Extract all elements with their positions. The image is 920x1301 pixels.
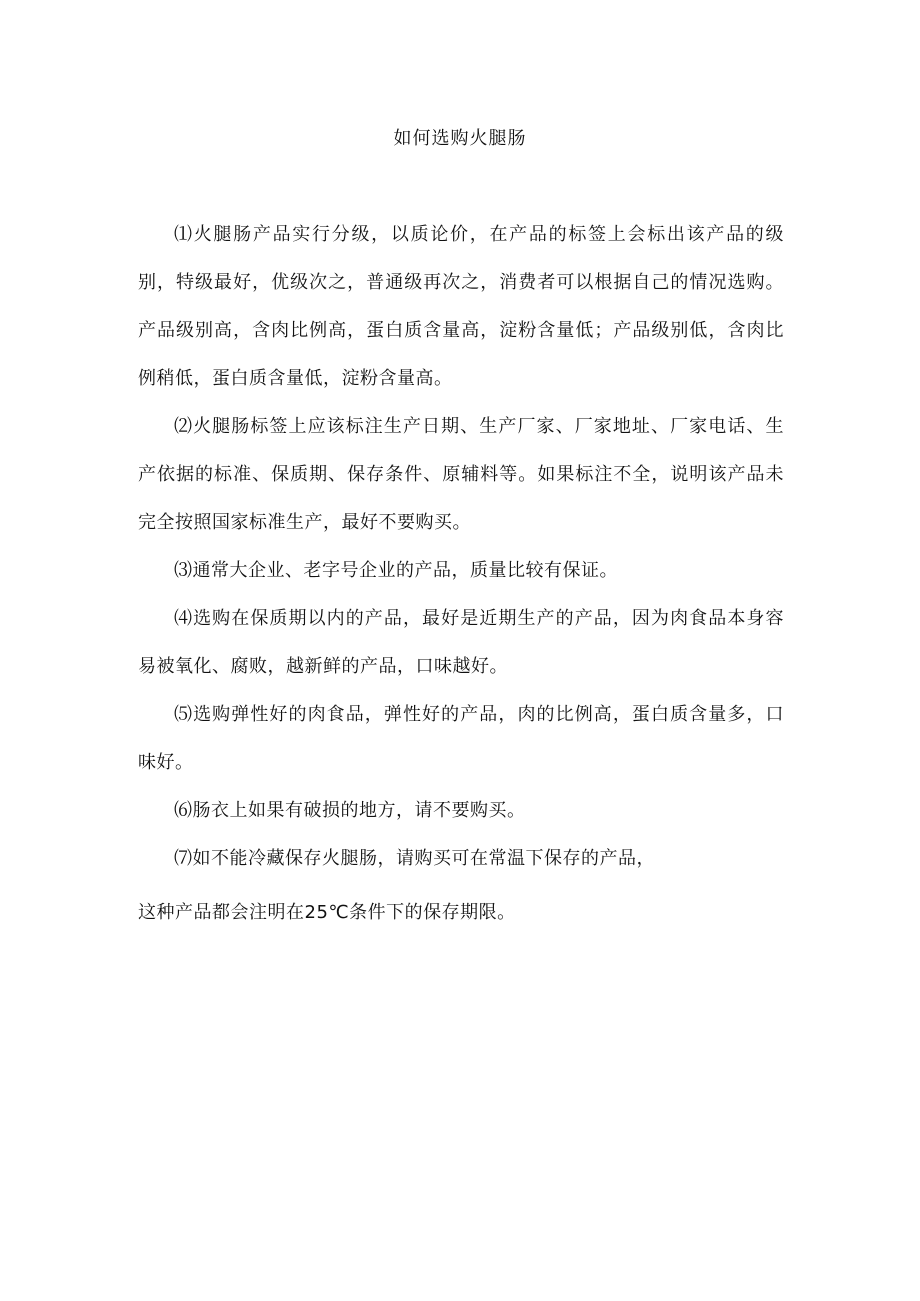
paragraph-1: ⑴火腿肠产品实行分级，以质论价，在产品的标签上会标出该产品的级别，特级最好，优级次之，普通级再次之，消费者可以根据自己的情况选购。产品级别高，含肉比例高，蛋白质含量高，淀粉含量低；产品级别低，含肉比例稍低，蛋白质含量低，淀粉含量高。 [138,224,784,389]
paragraph-6: ⑹肠衣上如果有破损的地方，请不要购买。 [174,800,526,821]
paragraph-7-continuation: 这种产品都会注明在25℃条件下的保存期限。 [138,902,516,923]
paragraph-7: ⑺如不能冷藏保存火腿肠，请购买可在常温下保存的产品， [174,848,655,869]
paragraph-5: ⑸选购弹性好的肉食品，弹性好的产品，肉的比例高，蛋白质含量多，口味好。 [138,704,784,773]
document-body [138,211,784,937]
paragraph-2: ⑵火腿肠标签上应该标注生产日期、生产厂家、厂家地址、厂家电话、生产依据的标准、保质期、保存条件、原辅料等。如果标注不全，说明该产品未完全按照国家标准生产，最好不要购买。 [138,416,784,533]
paragraph-3: ⑶通常大企业、老字号企业的产品，质量比较有保证。 [174,560,618,581]
paragraph-4: ⑷选购在保质期以内的产品，最好是近期生产的产品，因为肉食品本身容易被氧化、腐败，越新鲜的产品，口味越好。 [138,608,784,677]
document-title: 如何选购火腿肠 [393,128,527,149]
